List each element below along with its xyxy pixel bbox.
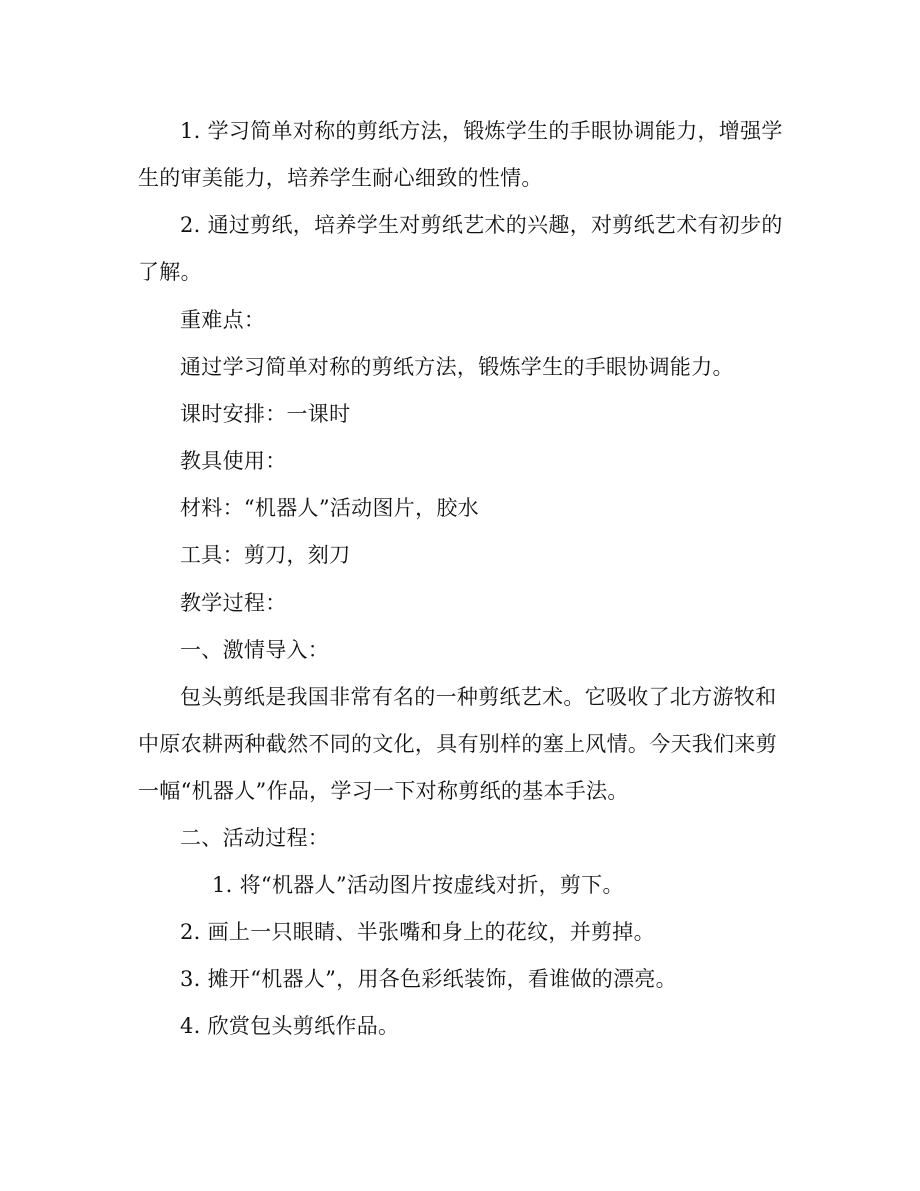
tools-heading: 教具使用： — [180, 449, 287, 473]
process-heading: 教学过程： — [180, 591, 287, 615]
goal-line-4: 了解。 — [138, 260, 202, 284]
goal-line-1: 1. 学习简单对称的剪纸方法，锻炼学生的手眼协调能力，增强学 — [180, 119, 783, 143]
key-points-text: 通过学习简单对称的剪纸方法，锻炼学生的手眼协调能力。 — [180, 355, 734, 379]
key-points-heading: 重难点： — [180, 308, 266, 332]
section1-text-line-3: 一幅“机器人”作品，学习一下对称剪纸的基本手法。 — [138, 779, 629, 803]
section2-heading: 二、活动过程： — [180, 826, 330, 850]
schedule: 课时安排：一课时 — [180, 402, 351, 426]
goal-line-2: 生的审美能力，培养学生耐心细致的性情。 — [138, 166, 543, 190]
section1-heading: 一、激情导入： — [180, 638, 330, 662]
step-3: 3. 摊开“机器人”，用各色彩纸装饰，看谁做的漂亮。 — [180, 967, 677, 991]
step-2: 2. 画上一只眼睛、半张嘴和身上的花纹，并剪掉。 — [180, 920, 655, 944]
goal-line-3: 2. 通过剪纸，培养学生对剪纸艺术的兴趣，对剪纸艺术有初步的 — [180, 213, 783, 237]
step-4: 4. 欣赏包头剪纸作品。 — [180, 1014, 400, 1038]
materials: 材料：“机器人”活动图片，胶水 — [180, 496, 479, 520]
step-1: 1. 将“机器人”活动图片按虚线对折，剪下。 — [212, 873, 624, 897]
section1-text-line-2: 中原农耕两种截然不同的文化，具有别样的塞上风情。今天我们来剪 — [138, 732, 777, 756]
section1-text-line-1: 包头剪纸是我国非常有名的一种剪纸艺术。它吸收了北方游牧和 — [180, 685, 777, 709]
tools: 工具：剪刀，刻刀 — [180, 543, 351, 567]
